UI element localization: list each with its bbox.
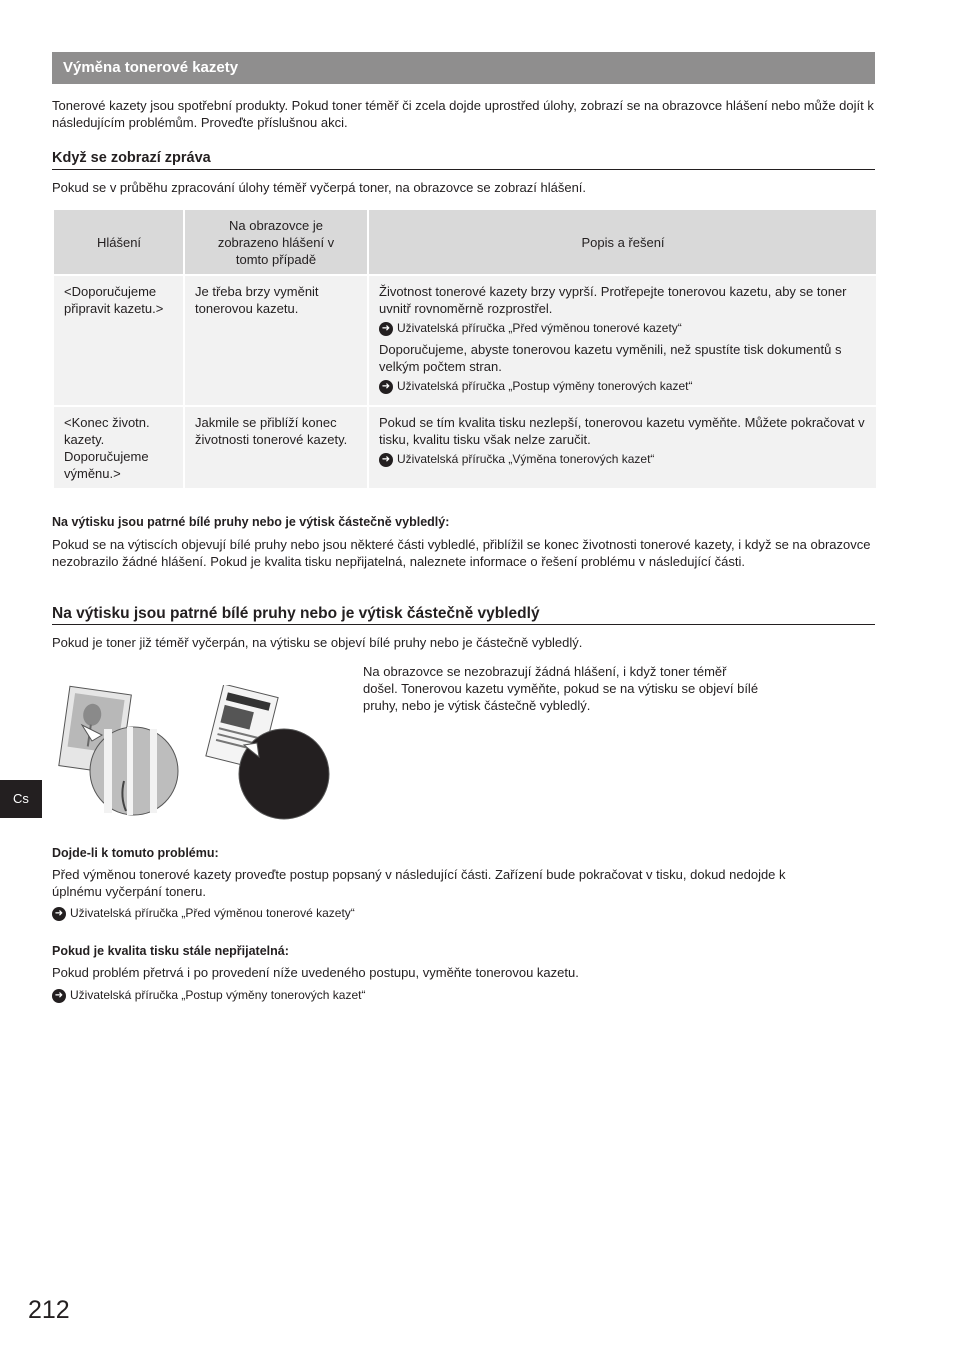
- table-cell-message: <Konec životn. kazety. Doporučujeme výměnu.>: [53, 406, 184, 489]
- table-row: [53, 275, 877, 406]
- table-header-when: Na obrazovce je zobrazeno hlášení v tomto případě: [184, 209, 368, 275]
- faded-print-illustration: [52, 685, 334, 825]
- section-title-banner: Výměna tonerové kazety: [52, 52, 875, 84]
- manual-reference[interactable]: [52, 905, 355, 922]
- table-header-message: Hlášení: [53, 209, 184, 275]
- table-cell-when: Jakmile se přiblíží konec životnosti tonerové kazety.: [184, 406, 368, 489]
- manual-reference[interactable]: [52, 987, 365, 1004]
- manual-reference[interactable]: [379, 320, 867, 337]
- arrow-circle-icon: ➜: [52, 989, 66, 1003]
- intro-text: Tonerové kazety jsou spotřební produkty. Pokud toner téměř či zcela dojde uprostřed úlohy, zobrazí se na obrazovce hlášení nebo může dojít k následujícím problémům. Proveďte příslušnou akci.: [52, 98, 874, 130]
- arrow-circle-icon: ➜: [52, 907, 66, 921]
- language-tab: Cs: [0, 780, 42, 818]
- manual-reference[interactable]: [379, 378, 867, 395]
- arrow-circle-icon: ➜: [379, 322, 393, 336]
- description-text: Doporučujeme, abyste tonerovou kazetu vyměnili, než spustíte tisk dokumentů s velkým počtem stran.: [379, 342, 842, 374]
- message-section-heading: Když se zobrazí zpráva: [52, 150, 875, 170]
- table-header-row: [53, 209, 877, 275]
- page-number: 212: [28, 1296, 70, 1324]
- streaks-side-text: Na obrazovce se nezobrazují žádná hlášení, i když toner téměř došel. Tonerovou kazetu vyměňte, pokud se na výtisku se objeví bílé pruhy, nebo je výtisk částečně vybledlý.: [363, 664, 759, 713]
- table-cell-when: Je třeba brzy vyměnit tonerovou kazetu.: [184, 275, 368, 406]
- table-header-description: Popis a řešení: [368, 209, 877, 275]
- manual-reference[interactable]: [379, 451, 867, 468]
- description-text: Životnost tonerové kazety brzy vyprší. Protřepejte tonerovou kazetu, aby se toner uvnitř rovnoměrně rozprostřel.: [379, 284, 847, 316]
- streaks-note-heading: Na výtisku jsou patrné bílé pruhy nebo je výtisk částečně vybledlý:: [52, 515, 450, 529]
- streaks-note-text: Pokud se na výtiscích objevují bílé pruhy nebo jsou některé části vybledlé, přiblížil se konec životnosti tonerové kazety, i když se na obrazovce nezobrazilo žádné hlášení. Pokud je kvalita tisku nepřijatelná, naleznete informace o řešení problému v následující části.: [52, 537, 871, 569]
- manual-reference-label: Uživatelská příručka „Výměna tonerových kazet“: [397, 452, 655, 466]
- table-cell-message: <Doporučujeme připravit kazetu.>: [53, 275, 184, 406]
- quality-text: Pokud problém přetrvá i po provedení níže uvedeného postupu, vyměňte tonerovou kazetu.: [52, 965, 579, 980]
- table-cell-description: [368, 275, 877, 406]
- streaks-section-text: Pokud je toner již téměř vyčerpán, na výtisku se objeví bílé pruhy nebo je částečně vybledlý.: [52, 635, 583, 650]
- quality-heading: Pokud je kvalita tisku stále nepřijatelná:: [52, 944, 289, 958]
- table-row: [53, 406, 877, 489]
- description-text: Pokud se tím kvalita tisku nezlepší, tonerovou kazetu vyměňte. Můžete pokračovat v tisku, kvalitu tisku však nelze zaručit.: [379, 415, 865, 447]
- manual-reference-label: Uživatelská příručka „Před výměnou tonerové kazety“: [70, 906, 355, 920]
- manual-reference-label: Uživatelská příručka „Před výměnou tonerové kazety“: [397, 321, 682, 335]
- streaks-section-heading: Na výtisku jsou patrné bílé pruhy nebo je výtisk částečně vybledlý: [52, 605, 875, 625]
- problem-heading: Dojde-li k tomuto problému:: [52, 846, 219, 860]
- table-cell-description: [368, 406, 877, 489]
- manual-reference-label: Uživatelská příručka „Postup výměny tonerových kazet“: [70, 988, 366, 1002]
- arrow-circle-icon: ➜: [379, 380, 393, 394]
- manual-reference-label: Uživatelská příručka „Postup výměny tonerových kazet“: [397, 379, 693, 393]
- message-section-text: Pokud se v průběhu zpracování úlohy téměř vyčerpá toner, na obrazovce se zobrazí hlášení.: [52, 180, 587, 195]
- message-table: [52, 208, 878, 490]
- arrow-circle-icon: ➜: [379, 453, 393, 467]
- problem-text: Před výměnou tonerové kazety proveďte postup popsaný v následující části. Zařízení bude pokračovat v tisku, dokud nedojde k úplnému vyčerpání toneru.: [52, 867, 786, 899]
